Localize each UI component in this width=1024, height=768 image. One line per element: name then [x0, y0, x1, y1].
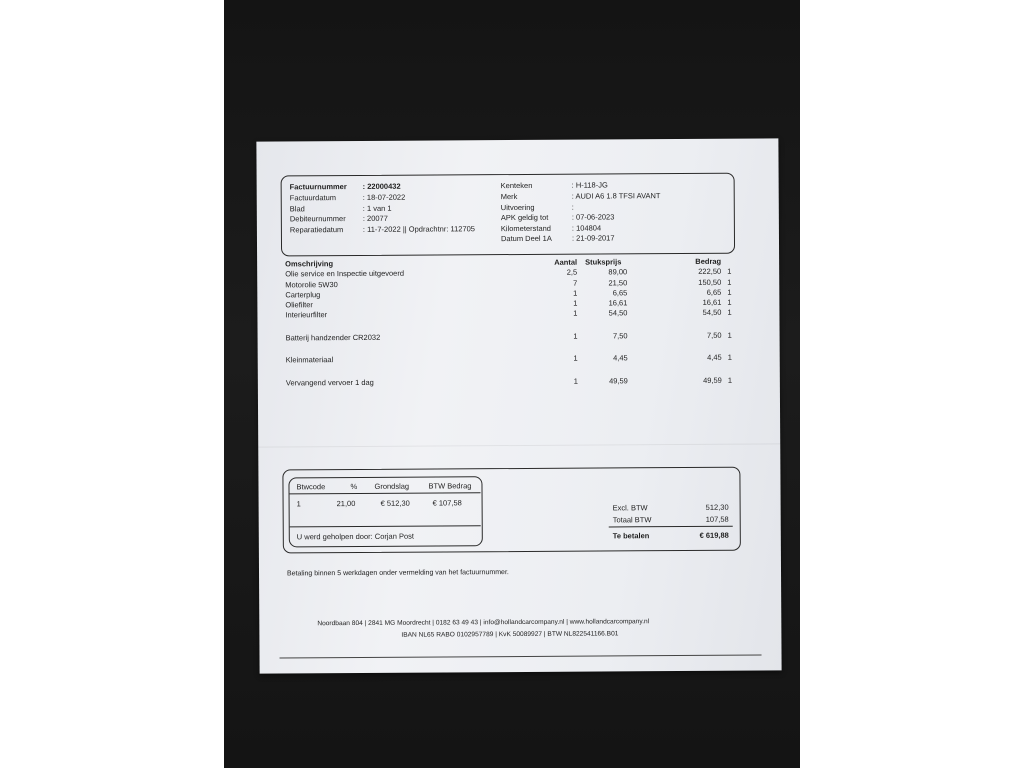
mileage-value: : 104804 [571, 223, 602, 233]
vat-row-code: 1 [296, 499, 301, 509]
debtor-value: : 20077 [362, 213, 388, 223]
line-item-quantity: 1 [573, 376, 578, 386]
excl-vat-value: 512,30 [705, 502, 729, 512]
brand-label: Merk [500, 192, 518, 202]
column-description: Omschrijving [285, 259, 334, 269]
line-item-unit-price: 6,65 [612, 288, 628, 298]
date1a-label: Datum Deel 1A [500, 233, 552, 244]
line-item-quantity: 1 [573, 288, 578, 298]
apk-label: APK geldig tot [500, 212, 549, 223]
vat-header-code: Btwcode [296, 482, 326, 492]
line-item-amount: 150,50 [698, 277, 722, 287]
invoice-number-label: Factuurnummer [289, 182, 347, 192]
mileage-label: Kilometerstand [500, 223, 551, 234]
edition-label: Uitvoering [500, 202, 535, 213]
line-item-vat-code: 1 [727, 375, 733, 385]
line-item-amount: 6,65 [706, 287, 722, 297]
debtor-label: Debiteurnummer [289, 214, 346, 224]
line-item-vat-code: 1 [727, 277, 732, 287]
line-item-vat-code: 1 [727, 352, 732, 362]
footer-line [280, 655, 762, 659]
line-item-unit-price: 21,50 [608, 278, 628, 288]
line-item-vat-code: 1 [727, 330, 732, 340]
page-label: Blad [289, 204, 305, 214]
line-item-description: Motorolie 5W30 [285, 280, 338, 290]
invoice-date-label: Factuurdatum [289, 193, 337, 203]
line-item-description: Kleinmateriaal [285, 355, 334, 365]
line-item-quantity: 1 [573, 353, 578, 363]
invoice-date-value: : 18-07-2022 [362, 192, 406, 202]
line-item-unit-price: 4,45 [613, 353, 628, 363]
line-item-amount: 54,50 [702, 307, 722, 317]
repair-value: : 11-7-2022 || Opdrachtnr: 112705 [362, 224, 475, 234]
total-vat-value: 107,58 [705, 514, 729, 524]
line-item-amount: 16,61 [702, 297, 722, 307]
brand-value: : AUDI A6 1.8 TFSI AVANT [571, 191, 661, 201]
vat-header-amount: BTW Bedrag [428, 481, 472, 491]
apk-value: : 07-06-2023 [571, 212, 615, 222]
line-item-unit-price: 7,50 [612, 331, 628, 341]
helped-by: U werd geholpen door: Corjan Post [296, 531, 414, 542]
line-item-vat-code: 1 [727, 307, 732, 317]
vat-row-percent: 21,00 [336, 499, 356, 509]
line-item-vat-code: 1 [727, 287, 732, 297]
invoice-paper [256, 138, 781, 673]
line-item-quantity: 7 [573, 278, 578, 288]
vat-row-base: € 512,30 [380, 498, 410, 508]
repair-label: Reparatiedatum [289, 225, 344, 235]
column-quantity: Aantal [554, 257, 578, 267]
line-item-amount: 7,50 [706, 330, 722, 340]
footer-address: Noordbaan 804 | 2841 MG Moordrecht | 0182 63 49 43 | info@hollandcarcompany.nl | www.hollandcarcompany.nl [317, 618, 650, 628]
excl-vat-label: Excl. BTW [612, 503, 648, 513]
invoice-number-value: : 22000432 [362, 181, 401, 191]
line-item-quantity: 1 [573, 298, 578, 308]
line-item-amount: 222,50 [698, 266, 722, 276]
line-item-vat-code: 1 [727, 266, 732, 276]
vat-header-base: Grondslag [374, 481, 410, 491]
paper-fold [258, 443, 780, 447]
line-item-unit-price: 16,61 [608, 298, 628, 308]
line-item-description: Carterplug [285, 290, 321, 300]
edition-value: : [571, 202, 574, 212]
line-item-quantity: 1 [573, 308, 578, 318]
plate-label: Kenteken [500, 180, 533, 191]
column-amount: Bedrag [695, 256, 722, 266]
plate-value: : H-118-JG [571, 180, 608, 190]
line-item-unit-price: 54,50 [608, 308, 628, 318]
amount-due-label: Te betalen [612, 531, 650, 541]
payment-note: Betaling binnen 5 werkdagen onder vermelding van het factuurnummer. [287, 569, 509, 578]
vat-header-percent: % [350, 481, 358, 492]
line-item-vat-code: 1 [727, 297, 732, 307]
line-item-unit-price: 49,59 [609, 376, 628, 386]
page-value: : 1 van 1 [362, 203, 392, 213]
total-vat-label: Totaal BTW [612, 515, 652, 525]
column-unit-price: Stuksprijs [585, 257, 622, 267]
line-item-amount: 4,45 [707, 352, 722, 362]
line-item-quantity: 1 [573, 331, 578, 341]
footer-bank: IBAN NL65 RABO 0102957789 | KvK 50089927 | BTW NL822541166.B01 [401, 630, 619, 639]
date1a-value: : 21-09-2017 [571, 233, 615, 243]
line-item-description: Vervangend vervoer 1 dag [285, 377, 374, 388]
line-item-description: Interieurfilter [285, 310, 328, 320]
vat-row-amount: € 107,58 [432, 498, 462, 508]
line-item-description: Olie service en Inspectie uitgevoerd [285, 268, 405, 279]
line-item-unit-price: 89,00 [608, 267, 628, 277]
amount-due-value: € 619,88 [699, 530, 729, 540]
line-item-quantity: 2,5 [566, 267, 578, 277]
line-item-description: Batterij handzender CR2032 [285, 332, 381, 343]
line-item-amount: 49,59 [703, 375, 722, 385]
line-item-description: Oliefilter [285, 300, 313, 310]
